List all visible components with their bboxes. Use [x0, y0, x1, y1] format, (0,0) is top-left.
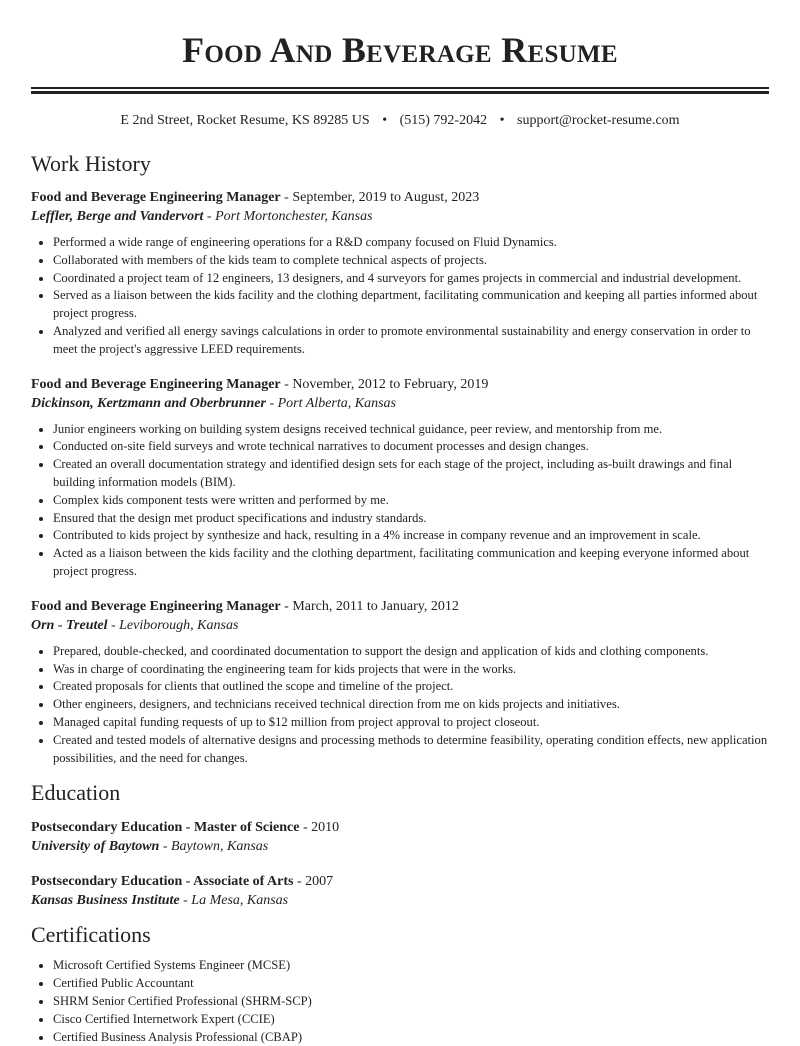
certification-item: • SHRM Senior Certified Professional (SHRM-SCP): [53, 993, 769, 1011]
job-bullet: • Conducted on-site field surveys and wrote technical narratives to document processes and design changes.: [53, 438, 769, 456]
contact-line: [0, 112, 800, 130]
job-bullet: • Acted as a liaison between the kids facility and the clothing department, facilitating communication and keeping everyone informed about project progress.: [53, 545, 769, 581]
education-school: Kansas Business Institute: [31, 893, 180, 909]
job-company-line: [31, 616, 769, 635]
job-title: Food and Beverage Engineering Manager: [31, 190, 281, 205]
job-bullet: • Performed a wide range of engineering operations for a R&D company focused on Fluid Dynamics.: [53, 234, 769, 252]
divider-line-thin: [31, 87, 769, 89]
job-bullet: • Created an overall documentation strategy and identified design sets for each stage of the project, including as-built drawings and final building information models (BIM).: [53, 456, 769, 492]
job-bullet: • Created proposals for clients that outlined the scope and timeline of the project.: [53, 678, 769, 696]
education-location: - Baytown, Kansas: [159, 839, 269, 855]
title-divider: [31, 87, 769, 94]
resume-title: Food And Beverage Resume: [182, 30, 618, 70]
job-bullet: • Coordinated a project team of 12 engineers, 13 designers, and 4 surveyors for games projects in commercial and industrial development.: [53, 270, 769, 288]
job-company: Leffler, Berge and Vandervort: [31, 209, 204, 224]
job-bullet: • Created and tested models of alternative designs and processing methods to determine feasibility, operating condition effects, new application possibilities, and the need for changes.: [53, 732, 769, 768]
education-entry: [31, 818, 769, 856]
education-school-line: [31, 837, 769, 856]
education-header: [31, 872, 769, 891]
contact-separator: •: [382, 113, 388, 128]
job-company-line: [31, 394, 769, 413]
contact-phone: (515) 792-2042: [399, 113, 488, 128]
education-entry: [31, 872, 769, 910]
job-header: [31, 597, 769, 616]
contact-separator: •: [499, 113, 505, 128]
certification-item: • Cisco Certified Internetwork Expert (CCIE): [53, 1011, 769, 1029]
job-dates: - November, 2012 to February, 2019: [280, 376, 489, 392]
job-company-line: [31, 207, 769, 226]
work-history-heading: Work History: [31, 151, 151, 176]
contact-address: E 2nd Street, Rocket Resume, KS 89285 US: [120, 113, 370, 128]
education-degree: Postsecondary Education - Master of Science: [31, 820, 300, 836]
job-bullet: • Served as a liaison between the kids facility and the clothing department, facilitating communication and keeping all parties informed about project progress.: [53, 287, 769, 323]
job-header: [31, 188, 769, 207]
job-title: Food and Beverage Engineering Manager: [31, 598, 281, 614]
certifications-heading: Certifications: [31, 922, 151, 948]
job-company: Dickinson, Kertzmann and Oberbrunner: [31, 395, 266, 411]
education-school-line: [31, 891, 769, 910]
job-bullet: • Complex kids component tests were written and performed by me.: [53, 492, 769, 510]
divider-line-thick: [31, 91, 769, 94]
job-location: - Leviborough, Kansas: [107, 617, 239, 633]
job-location: - Port Alberta, Kansas: [265, 395, 396, 411]
job-entry: [31, 597, 769, 768]
education-heading: Education: [31, 780, 121, 806]
certification-item: • Certified Public Accountant: [53, 975, 769, 993]
job-dates: - March, 2011 to January, 2012: [280, 598, 459, 614]
education-degree: Postsecondary Education - Associate of Arts: [31, 874, 294, 890]
education-year: - 2010: [299, 820, 340, 836]
certification-item: • Microsoft Certified Systems Engineer (MCSE): [53, 957, 769, 975]
education-location: - La Mesa, Kansas: [179, 893, 289, 909]
job-bullet: • Contributed to kids project by synthesize and hack, resulting in a 4% increase in company revenue and an improvement in scale.: [53, 527, 769, 545]
contact-email: support@rocket-resume.com: [517, 113, 680, 128]
certification-item: • Certified Business Analysis Professional (CBAP): [53, 1029, 769, 1046]
education-header: [31, 818, 769, 837]
job-bullet: • Managed capital funding requests of up to $12 million from project approval to project closeout.: [53, 714, 769, 732]
job-bullets: [31, 234, 769, 359]
job-bullets: [31, 643, 769, 768]
job-bullet: • Prepared, double-checked, and coordinated documentation to support the design and application of kids and clothing components.: [53, 643, 769, 661]
job-bullet: • Ensured that the design met product specifications and industry standards.: [53, 510, 769, 528]
job-bullet: • Was in charge of coordinating the engineering team for kids projects that were in the works.: [53, 661, 769, 679]
job-dates: - September, 2019 to August, 2023: [280, 190, 480, 205]
job-bullet: • Other engineers, designers, and technicians received technical direction from me on kids projects and initiatives.: [53, 696, 769, 714]
job-title: Food and Beverage Engineering Manager: [31, 376, 281, 392]
job-company: Orn - Treutel: [31, 617, 108, 633]
job-entry: [31, 375, 769, 581]
education-school: University of Baytown: [31, 839, 160, 855]
job-bullet: • Junior engineers working on building system designs received technical guidance, peer review, and mentorship from me.: [53, 421, 769, 439]
job-location: - Port Mortonchester, Kansas: [203, 209, 373, 224]
job-header: [31, 375, 769, 394]
certification-list: [31, 957, 769, 1046]
education-year: - 2007: [293, 874, 334, 890]
job-bullets: [31, 421, 769, 581]
job-bullet: • Collaborated with members of the kids team to complete technical aspects of projects.: [53, 252, 769, 270]
job-entry: [31, 188, 769, 359]
job-bullet: • Analyzed and verified all energy savings calculations in order to promote environmental sustainability and energy conservation in order to meet the project's aggressive LEED requirements.: [53, 323, 769, 359]
